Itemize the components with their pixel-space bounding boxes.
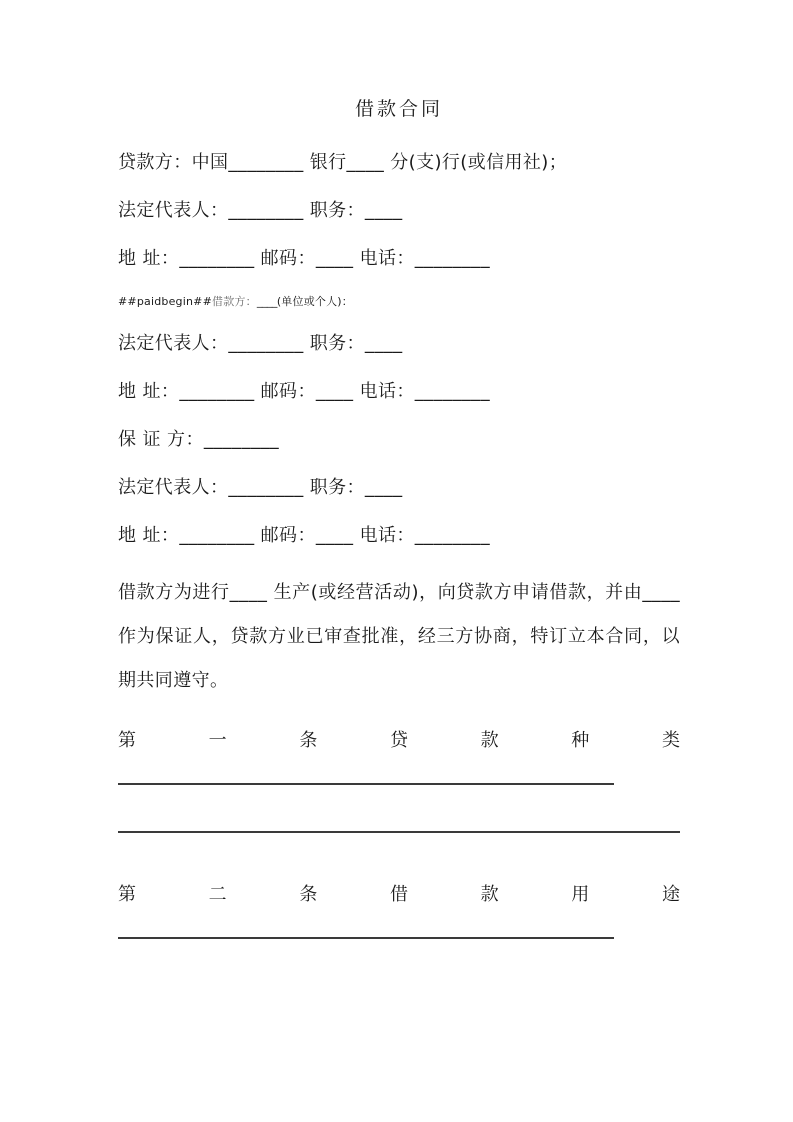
borrower-party-suffix: (单位或个人)： xyxy=(276,295,353,308)
clause-heading-char: 二 xyxy=(208,884,227,905)
document-content xyxy=(118,96,687,963)
clause-heading-char: 类 xyxy=(661,730,680,751)
clause-heading-char: 第 xyxy=(118,730,136,751)
clause-heading-char: 借 xyxy=(389,884,408,905)
clause-heading-char: 款 xyxy=(480,730,499,751)
preamble-paragraph: 借款方为进行____ 生产(或经营活动)，向贷款方申请借款，并由____ 作为保证人，贷款方业已审查批准，经三方协商，特订立本合同，以期共同遵守。 xyxy=(118,582,687,691)
clause-list xyxy=(118,721,680,963)
blank-fill-rule xyxy=(118,783,614,785)
blank-fill-rule xyxy=(118,937,614,939)
borrower-party-blank: ____ xyxy=(256,295,277,308)
clause-heading-char: 条 xyxy=(299,884,318,905)
guarantor-address-line: 地 址：________ 邮码：____ 电话：________ xyxy=(118,525,490,546)
borrower-party-label: 借款方： xyxy=(212,295,257,308)
paid-begin-marker: ##paidbegin## xyxy=(118,295,212,308)
guarantor-legal-representative-line: 法定代表人：________ 职务：____ xyxy=(118,477,403,498)
page-title: 借款合同 xyxy=(354,98,443,120)
lender-legal-representative-line: 法定代表人：________ 职务：____ xyxy=(118,200,403,221)
lender-party-line: 贷款方：中国________ 银行____ 分(支)行(或信用社)； xyxy=(118,152,568,173)
clause-heading-char: 途 xyxy=(661,884,680,905)
clause-heading-char: 款 xyxy=(480,884,499,905)
clause-heading xyxy=(118,875,680,915)
clause-heading-char: 种 xyxy=(571,730,590,751)
clause-blank-row xyxy=(118,783,680,809)
clause-heading-char: 用 xyxy=(571,884,590,905)
lender-address-line: 地 址：________ 邮码：____ 电话：________ xyxy=(118,248,490,269)
clause-heading xyxy=(118,721,680,761)
blank-fill-rule xyxy=(118,831,680,833)
clause-heading-char: 贷 xyxy=(389,730,408,751)
borrower-party-line xyxy=(118,294,680,310)
clause-blank-row xyxy=(118,937,680,963)
clause-heading-char: 第 xyxy=(118,884,136,905)
clause-blank-row xyxy=(118,831,680,857)
borrower-legal-representative-line: 法定代表人：________ 职务：____ xyxy=(118,333,403,354)
clause-heading-char: 条 xyxy=(299,730,318,751)
borrower-address-line: 地 址：________ 邮码：____ 电话：________ xyxy=(118,381,490,402)
clause-heading-char: 一 xyxy=(208,730,227,751)
guarantor-party-line: 保 证 方：________ xyxy=(118,429,280,450)
